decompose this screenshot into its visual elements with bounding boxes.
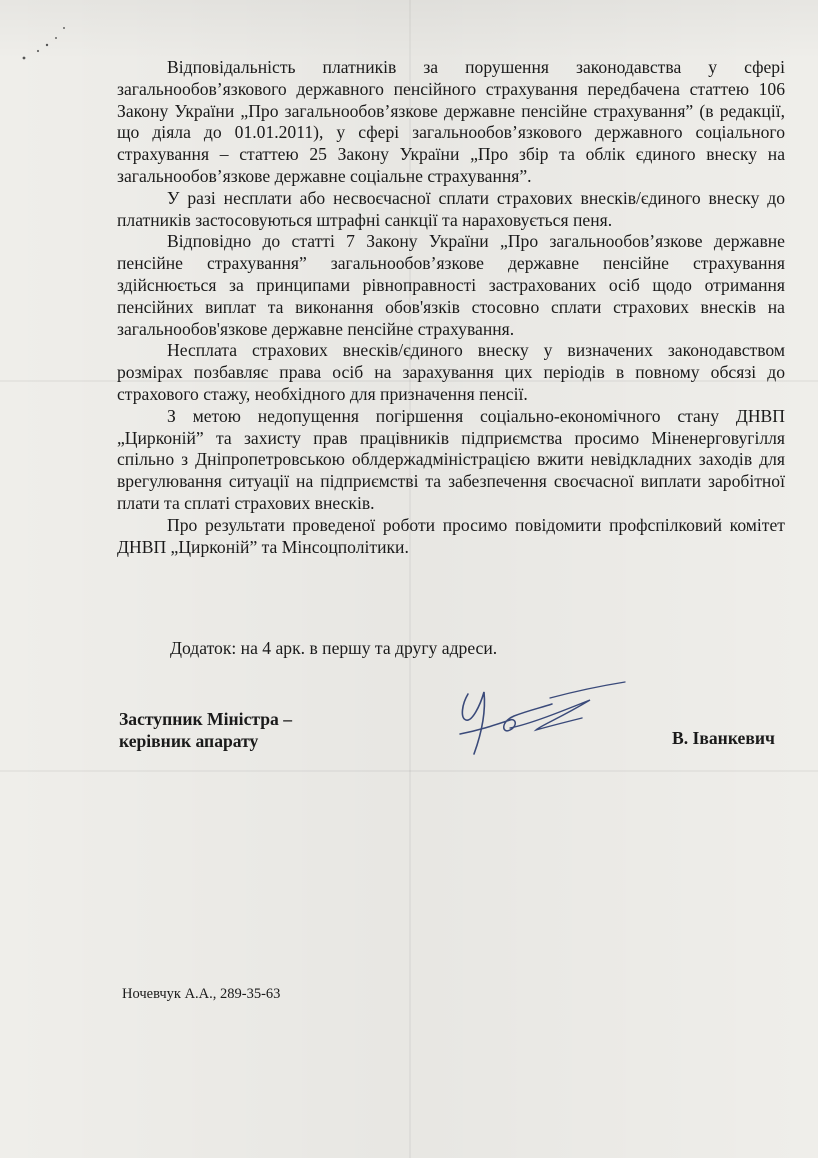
paragraph: Несплата страхових внесків/єдиного внеску у визначених законодавством розмірах позбавляє права осіб на зарахування цих періодів в повному обсязі до страхового стажу, необхідного для призначення пенсії. xyxy=(117,340,785,404)
paragraph: Відповідно до статті 7 Закону України „Про загальнообов’язкове державне пенсійне страхування” загальнообов’язкове державне пенсійне страхування здійснюється за принципами рівноправності застрахованих осіб щодо отримання пенсійних виплат та виконання обов'язків стосовно сплати страхових внесків на загальнообов'язкове державне пенсійне страхування. xyxy=(117,231,785,339)
handwritten-signature xyxy=(440,672,640,762)
attachment-note: Додаток: на 4 арк. в першу та другу адреси. xyxy=(170,638,498,658)
paragraph: Відповідальність платників за порушення законодавства у сфері загальнообов’язкового державного пенсійного страхування передбачена статтею 106 Закону України „Про загальнообов’язкове державне пенсійне страхування” (в редакції, що діяла до 01.01.2011), у сфері загальнообов’язкового державного соціального страхування – статтею 25 Закону України „Про збір та облік єдиного внеску на загальнообов’язкове державне соціальне страхування”. xyxy=(117,57,785,186)
paragraph: У разі несплати або несвоєчасної сплати страхових внесків/єдиного внеску до платників застосовуються штрафні санкції та нараховується пеня. xyxy=(117,187,785,230)
paragraph: Про результати проведеної роботи просимо повідомити профспілковий комітет ДНВП „Цирконій” та Мінсоцполітики. xyxy=(117,514,785,557)
scan-specks xyxy=(18,18,78,68)
signatory-position xyxy=(119,708,292,752)
signatory-name: В. Іванкевич xyxy=(672,728,775,748)
signatory-position-line: Заступник Міністра – xyxy=(119,709,293,729)
paragraph: З метою недопущення погіршення соціально-економічного стану ДНВП „Цирконій” та захисту прав працівників підприємства просимо Міненерговугілля спільно з Дніпропетровською облдержадміністрацією вжити невідкладних заходів для врегулювання ситуації на підприємстві та забезпечення своєчасної виплати заробітної плати та сплаті страхових внесків. xyxy=(117,405,785,513)
executor-contact: Ночевчук А.А., 289-35-63 xyxy=(122,986,281,1002)
letter-body xyxy=(117,57,785,558)
signatory-position-line: керівник апарату xyxy=(119,731,259,751)
